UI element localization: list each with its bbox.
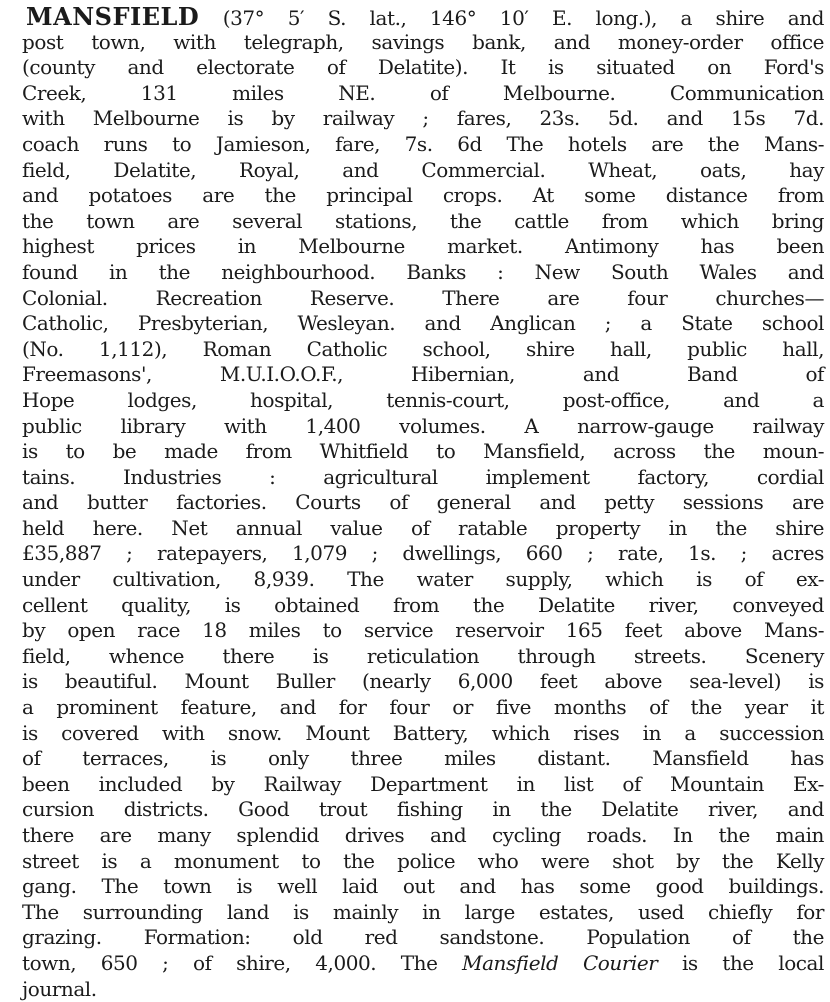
entry-line: of terraces, is only three miles distant. Mansfield has: [22, 746, 824, 771]
entry-line: grazing. Formation: old red sandstone. Population of the: [22, 925, 824, 950]
entry-line: is beautiful. Mount Buller (nearly 6,000 feet above sea-level) is: [22, 669, 824, 694]
entry-line: is covered with snow. Mount Battery, which rises in a succession: [22, 720, 824, 745]
entry-line: coach runs to Jamieson, fare, 7s. 6d The hotels are the Mans-: [22, 131, 824, 156]
entry-line: Catholic, Presbyterian, Wesleyan. and Anglican ; a State school: [22, 311, 824, 336]
entry-last-line: journal.: [22, 976, 97, 1001]
entry-headword: MANSFIELD: [26, 2, 200, 31]
population-text: town, 650 ; of shire, 4,000. The: [22, 950, 438, 975]
entry-line: field, whence there is reticulation through streets. Scenery: [22, 643, 824, 668]
entry-line: been included by Railway Department in list of Mountain Ex-: [22, 771, 824, 796]
population-text-end: is the local: [681, 950, 824, 975]
entry-line: and butter factories. Courts of general and petty sessions are: [22, 490, 824, 515]
entry-first-line: [22, 4, 824, 30]
entry-line: with Melbourne is by railway ; fares, 23s. 5d. and 15s 7d.: [22, 106, 824, 131]
entry-line: and potatoes are the principal crops. At some distance from: [22, 183, 824, 208]
entry-line: Hope lodges, hospital, tennis-court, post-office, and a: [22, 387, 824, 412]
entry-line: under cultivation, 8,939. The water supply, which is of ex-: [22, 567, 824, 592]
entry-line: highest prices in Melbourne market. Antimony has been: [22, 234, 824, 259]
gazetteer-entry: [22, 4, 824, 1002]
entry-line: The surrounding land is mainly in large estates, used chiefly for: [22, 899, 824, 924]
entry-line-population: [22, 951, 824, 977]
entry-line: (county and electorate of Delatite). It is situated on Ford's: [22, 55, 824, 80]
entry-line: cellent quality, is obtained from the Delatite river, conveyed: [22, 592, 824, 617]
entry-line: £35,887 ; ratepayers, 1,079 ; dwellings, 660 ; rate, 1s. ; acres: [22, 541, 824, 566]
entry-line: held here. Net annual value of ratable property in the shire: [22, 515, 824, 540]
entry-body: [22, 30, 824, 951]
newspaper-title: Mansfield Courier: [462, 950, 658, 975]
entry-line: cursion districts. Good trout fishing in the Delatite river, and: [22, 797, 824, 822]
entry-line: a prominent feature, and for four or five months of the year it: [22, 695, 824, 720]
entry-line: is to be made from Whitfield to Mansfield, across the moun-: [22, 439, 824, 464]
entry-line: (No. 1,112), Roman Catholic school, shire hall, public hall,: [22, 336, 824, 361]
entry-line: by open race 18 miles to service reservoir 165 feet above Mans-: [22, 618, 824, 643]
entry-line: Creek, 131 miles NE. of Melbourne. Communication: [22, 80, 824, 105]
entry-line: found in the neighbourhood. Banks : New South Wales and: [22, 259, 824, 284]
entry-line: public library with 1,400 volumes. A narrow-gauge railway: [22, 413, 824, 438]
entry-line: field, Delatite, Royal, and Commercial. Wheat, oats, hay: [22, 157, 824, 182]
entry-line: post town, with telegraph, savings bank, and money-order office: [22, 29, 824, 54]
entry-line: street is a monument to the police who were shot by the Kelly: [22, 848, 824, 873]
entry-line: Freemasons', M.U.I.O.O.F., Hibernian, and Band of: [22, 362, 824, 387]
entry-line: tains. Industries : agricultural implement factory, cordial: [22, 464, 824, 489]
entry-line: there are many splendid drives and cycling roads. In the main: [22, 823, 824, 847]
entry-line: Colonial. Recreation Reserve. There are four churches—: [22, 285, 824, 310]
entry-line: the town are several stations, the cattle from which bring: [22, 208, 824, 233]
entry-coordinates-text: (37° 5′ S. lat., 146° 10′ E. long.), a shire and: [222, 6, 824, 30]
entry-line: gang. The town is well laid out and has some good buildings.: [22, 874, 824, 899]
